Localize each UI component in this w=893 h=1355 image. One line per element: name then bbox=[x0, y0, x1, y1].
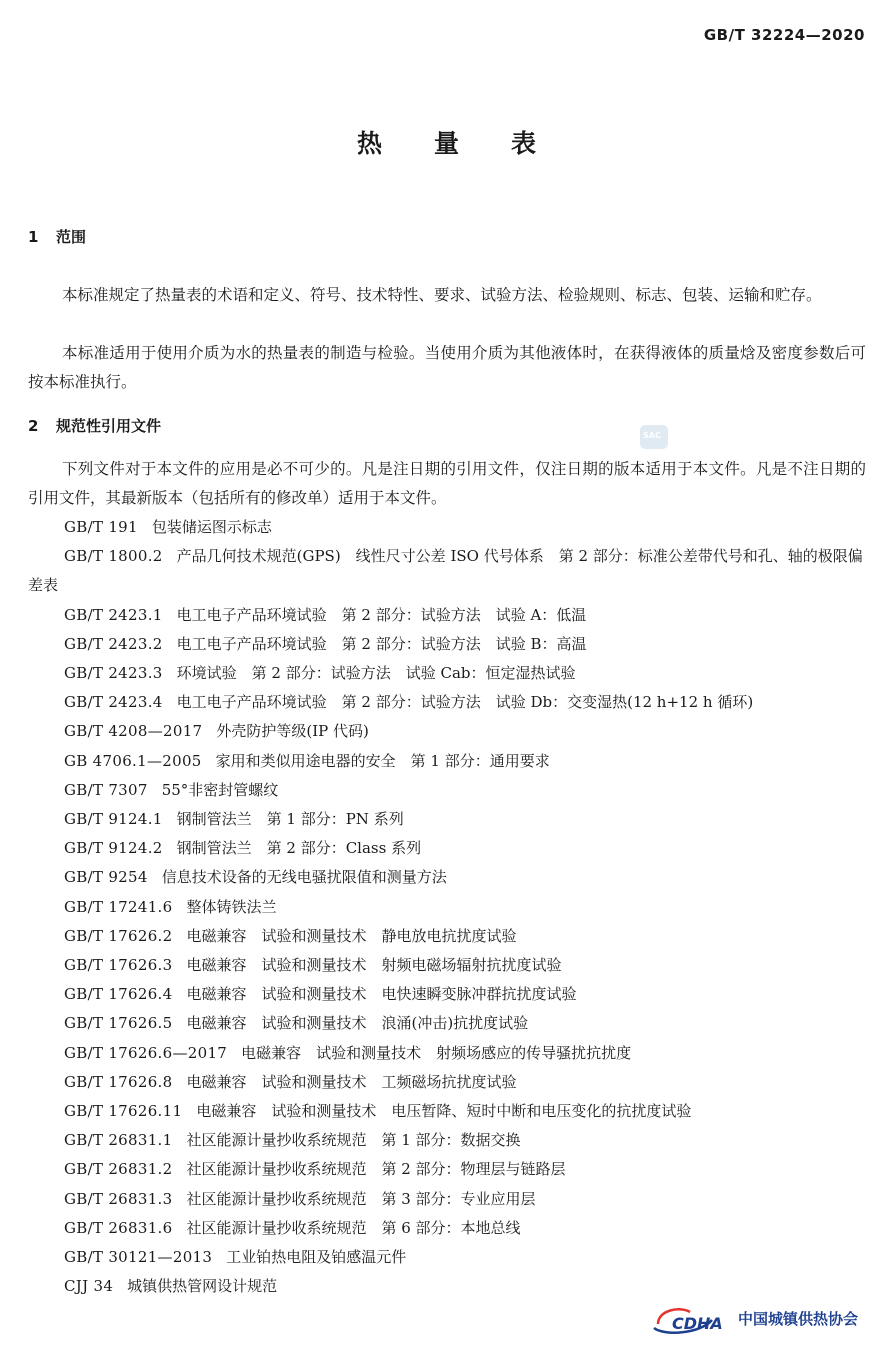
reference-title: 社区能源计量抄收系统规范 第 2 部分：物理层与链路层 bbox=[186, 1160, 566, 1179]
scope-paragraph-1: 本标准规定了热量表的术语和定义、符号、技术特性、要求、试验方法、检验规则、标志、包装、运输和贮存。 bbox=[62, 286, 822, 304]
reference-title: 电磁兼容 试验和测量技术 工频磁场抗扰度试验 bbox=[186, 1072, 517, 1091]
reference-code: GB/T 2423.1 bbox=[64, 605, 163, 624]
reference-item bbox=[28, 1185, 866, 1214]
reference-title: 家用和类似用途电器的安全 第 1 部分：通用要求 bbox=[215, 751, 550, 770]
reference-item bbox=[28, 688, 866, 717]
sac-watermark: SAC bbox=[640, 425, 668, 449]
reference-item bbox=[28, 863, 866, 892]
reference-code: GB/T 17626.6—2017 bbox=[64, 1043, 228, 1062]
reference-code: GB/T 17626.4 bbox=[64, 985, 173, 1004]
reference-item bbox=[28, 601, 866, 630]
reference-code: CJJ 34 bbox=[64, 1277, 114, 1296]
reference-title: 电磁兼容 试验和测量技术 静电放电抗扰度试验 bbox=[186, 926, 517, 945]
reference-item bbox=[28, 922, 866, 951]
reference-item bbox=[28, 1068, 866, 1097]
reference-code: GB/T 30121—2013 bbox=[64, 1248, 213, 1267]
reference-title: 环境试验 第 2 部分：试验方法 试验 Cab：恒定湿热试验 bbox=[176, 664, 576, 683]
reference-item bbox=[28, 747, 866, 776]
reference-title: 钢制管法兰 第 1 部分：PN 系列 bbox=[176, 810, 404, 829]
reference-item bbox=[28, 805, 866, 834]
reference-item bbox=[28, 542, 866, 600]
document-title: 热量表 bbox=[356, 129, 588, 158]
cdha-logo-text: 中国城镇供热协会 bbox=[738, 1310, 859, 1328]
reference-item bbox=[28, 1097, 866, 1126]
reference-item bbox=[28, 980, 866, 1009]
section-title: 范围 bbox=[56, 228, 87, 246]
reference-title: 电工电子产品环境试验 第 2 部分：试验方法 试验 B：高温 bbox=[176, 634, 587, 653]
reference-code: GB/T 26831.6 bbox=[64, 1218, 173, 1237]
reference-code: GB/T 17626.3 bbox=[64, 956, 173, 975]
reference-title: 整体铸铁法兰 bbox=[186, 897, 277, 916]
cdha-watermark-logo bbox=[650, 1300, 875, 1340]
reference-title: 电磁兼容 试验和测量技术 射频场感应的传导骚扰抗扰度 bbox=[241, 1043, 632, 1062]
reference-item bbox=[28, 717, 866, 746]
reference-list bbox=[28, 513, 866, 1301]
reference-item bbox=[28, 834, 866, 863]
reference-item bbox=[28, 1155, 866, 1184]
reference-title: 电工电子产品环境试验 第 2 部分：试验方法 试验 Db：交变湿热(12 h+12 h 循环) bbox=[176, 693, 754, 712]
reference-title: 电磁兼容 试验和测量技术 浪涌(冲击)抗扰度试验 bbox=[186, 1014, 529, 1033]
reference-title: 产品几何技术规范(GPS) 线性尺寸公差 ISO 代号体系 第 2 部分：标准公差带代号和孔、轴的极限偏差表 bbox=[28, 547, 863, 595]
reference-title: 社区能源计量抄收系统规范 第 3 部分：专业应用层 bbox=[186, 1189, 536, 1208]
reference-title: 55°非密封管螺纹 bbox=[161, 780, 279, 799]
reference-item bbox=[28, 1243, 866, 1272]
reference-code: GB/T 9124.1 bbox=[64, 810, 163, 829]
references-intro-paragraph: 下列文件对于本文件的应用是必不可少的。凡是注日期的引用文件，仅注日期的版本适用于本文件。凡是不注日期的引用文件，其最新版本（包括所有的修改单）适用于本文件。 bbox=[28, 460, 866, 507]
reference-item bbox=[28, 951, 866, 980]
section-heading-scope bbox=[28, 226, 86, 247]
svg-text:CDHA: CDHA bbox=[672, 1314, 723, 1333]
reference-title: 信息技术设备的无线电骚扰限值和测量方法 bbox=[161, 868, 447, 887]
reference-item bbox=[28, 1272, 866, 1301]
reference-title: 电磁兼容 试验和测量技术 电压暂降、短时中断和电压变化的抗扰度试验 bbox=[196, 1102, 692, 1121]
section-title: 规范性引用文件 bbox=[56, 417, 162, 435]
scope-paragraph-2: 本标准适用于使用介质为水的热量表的制造与检验。当使用介质为其他液体时，在获得液体的质量焓及密度参数后可按本标准执行。 bbox=[28, 344, 866, 391]
reference-title: 城镇供热管网设计规范 bbox=[127, 1277, 278, 1296]
reference-code: GB/T 17626.2 bbox=[64, 926, 173, 945]
reference-title: 社区能源计量抄收系统规范 第 6 部分：本地总线 bbox=[186, 1218, 521, 1237]
cdha-logo-icon bbox=[650, 1302, 738, 1336]
reference-code: GB/T 17241.6 bbox=[64, 897, 173, 916]
reference-item bbox=[28, 893, 866, 922]
reference-title: 工业铂热电阻及铂感温元件 bbox=[226, 1248, 407, 1267]
reference-item bbox=[28, 776, 866, 805]
section-number: 1 bbox=[28, 228, 39, 246]
reference-code: GB/T 17626.8 bbox=[64, 1072, 173, 1091]
reference-title: 包装储运图示标志 bbox=[151, 518, 272, 536]
reference-title: 电工电子产品环境试验 第 2 部分：试验方法 试验 A：低温 bbox=[176, 605, 587, 624]
reference-code: GB/T 26831.1 bbox=[64, 1131, 173, 1150]
reference-code: GB/T 9124.2 bbox=[64, 839, 163, 858]
reference-code: GB/T 26831.2 bbox=[64, 1160, 173, 1179]
reference-code: GB/T 2423.4 bbox=[64, 693, 163, 712]
reference-code: GB/T 1800.2 bbox=[64, 547, 163, 566]
reference-code: GB/T 9254 bbox=[64, 868, 148, 887]
reference-code: GB/T 7307 bbox=[64, 780, 148, 799]
reference-code: GB/T 2423.2 bbox=[64, 634, 163, 653]
reference-code: GB/T 17626.11 bbox=[64, 1102, 183, 1121]
standard-code: GB/T 32224—2020 bbox=[703, 26, 865, 44]
reference-item bbox=[28, 1214, 866, 1243]
reference-code: GB/T 26831.3 bbox=[64, 1189, 173, 1208]
reference-code: GB/T 191 bbox=[64, 518, 138, 536]
reference-code: GB 4706.1—2005 bbox=[64, 751, 202, 770]
reference-title: 外壳防护等级(IP 代码) bbox=[216, 722, 369, 741]
reference-item bbox=[28, 1126, 866, 1155]
reference-code: GB/T 2423.3 bbox=[64, 664, 163, 683]
section-number: 2 bbox=[28, 417, 39, 435]
reference-item bbox=[28, 513, 866, 542]
reference-title: 电磁兼容 试验和测量技术 射频电磁场辐射抗扰度试验 bbox=[186, 956, 562, 975]
reference-item bbox=[28, 1009, 866, 1038]
reference-title: 钢制管法兰 第 2 部分：Class 系列 bbox=[176, 839, 422, 858]
reference-title: 社区能源计量抄收系统规范 第 1 部分：数据交换 bbox=[186, 1131, 521, 1150]
reference-item bbox=[28, 659, 866, 688]
reference-item bbox=[28, 630, 866, 659]
reference-title: 电磁兼容 试验和测量技术 电快速瞬变脉冲群抗扰度试验 bbox=[186, 985, 577, 1004]
reference-item bbox=[28, 1039, 866, 1068]
section-heading-normative-references bbox=[28, 415, 161, 436]
reference-code: GB/T 4208—2017 bbox=[64, 722, 203, 741]
reference-code: GB/T 17626.5 bbox=[64, 1014, 173, 1033]
